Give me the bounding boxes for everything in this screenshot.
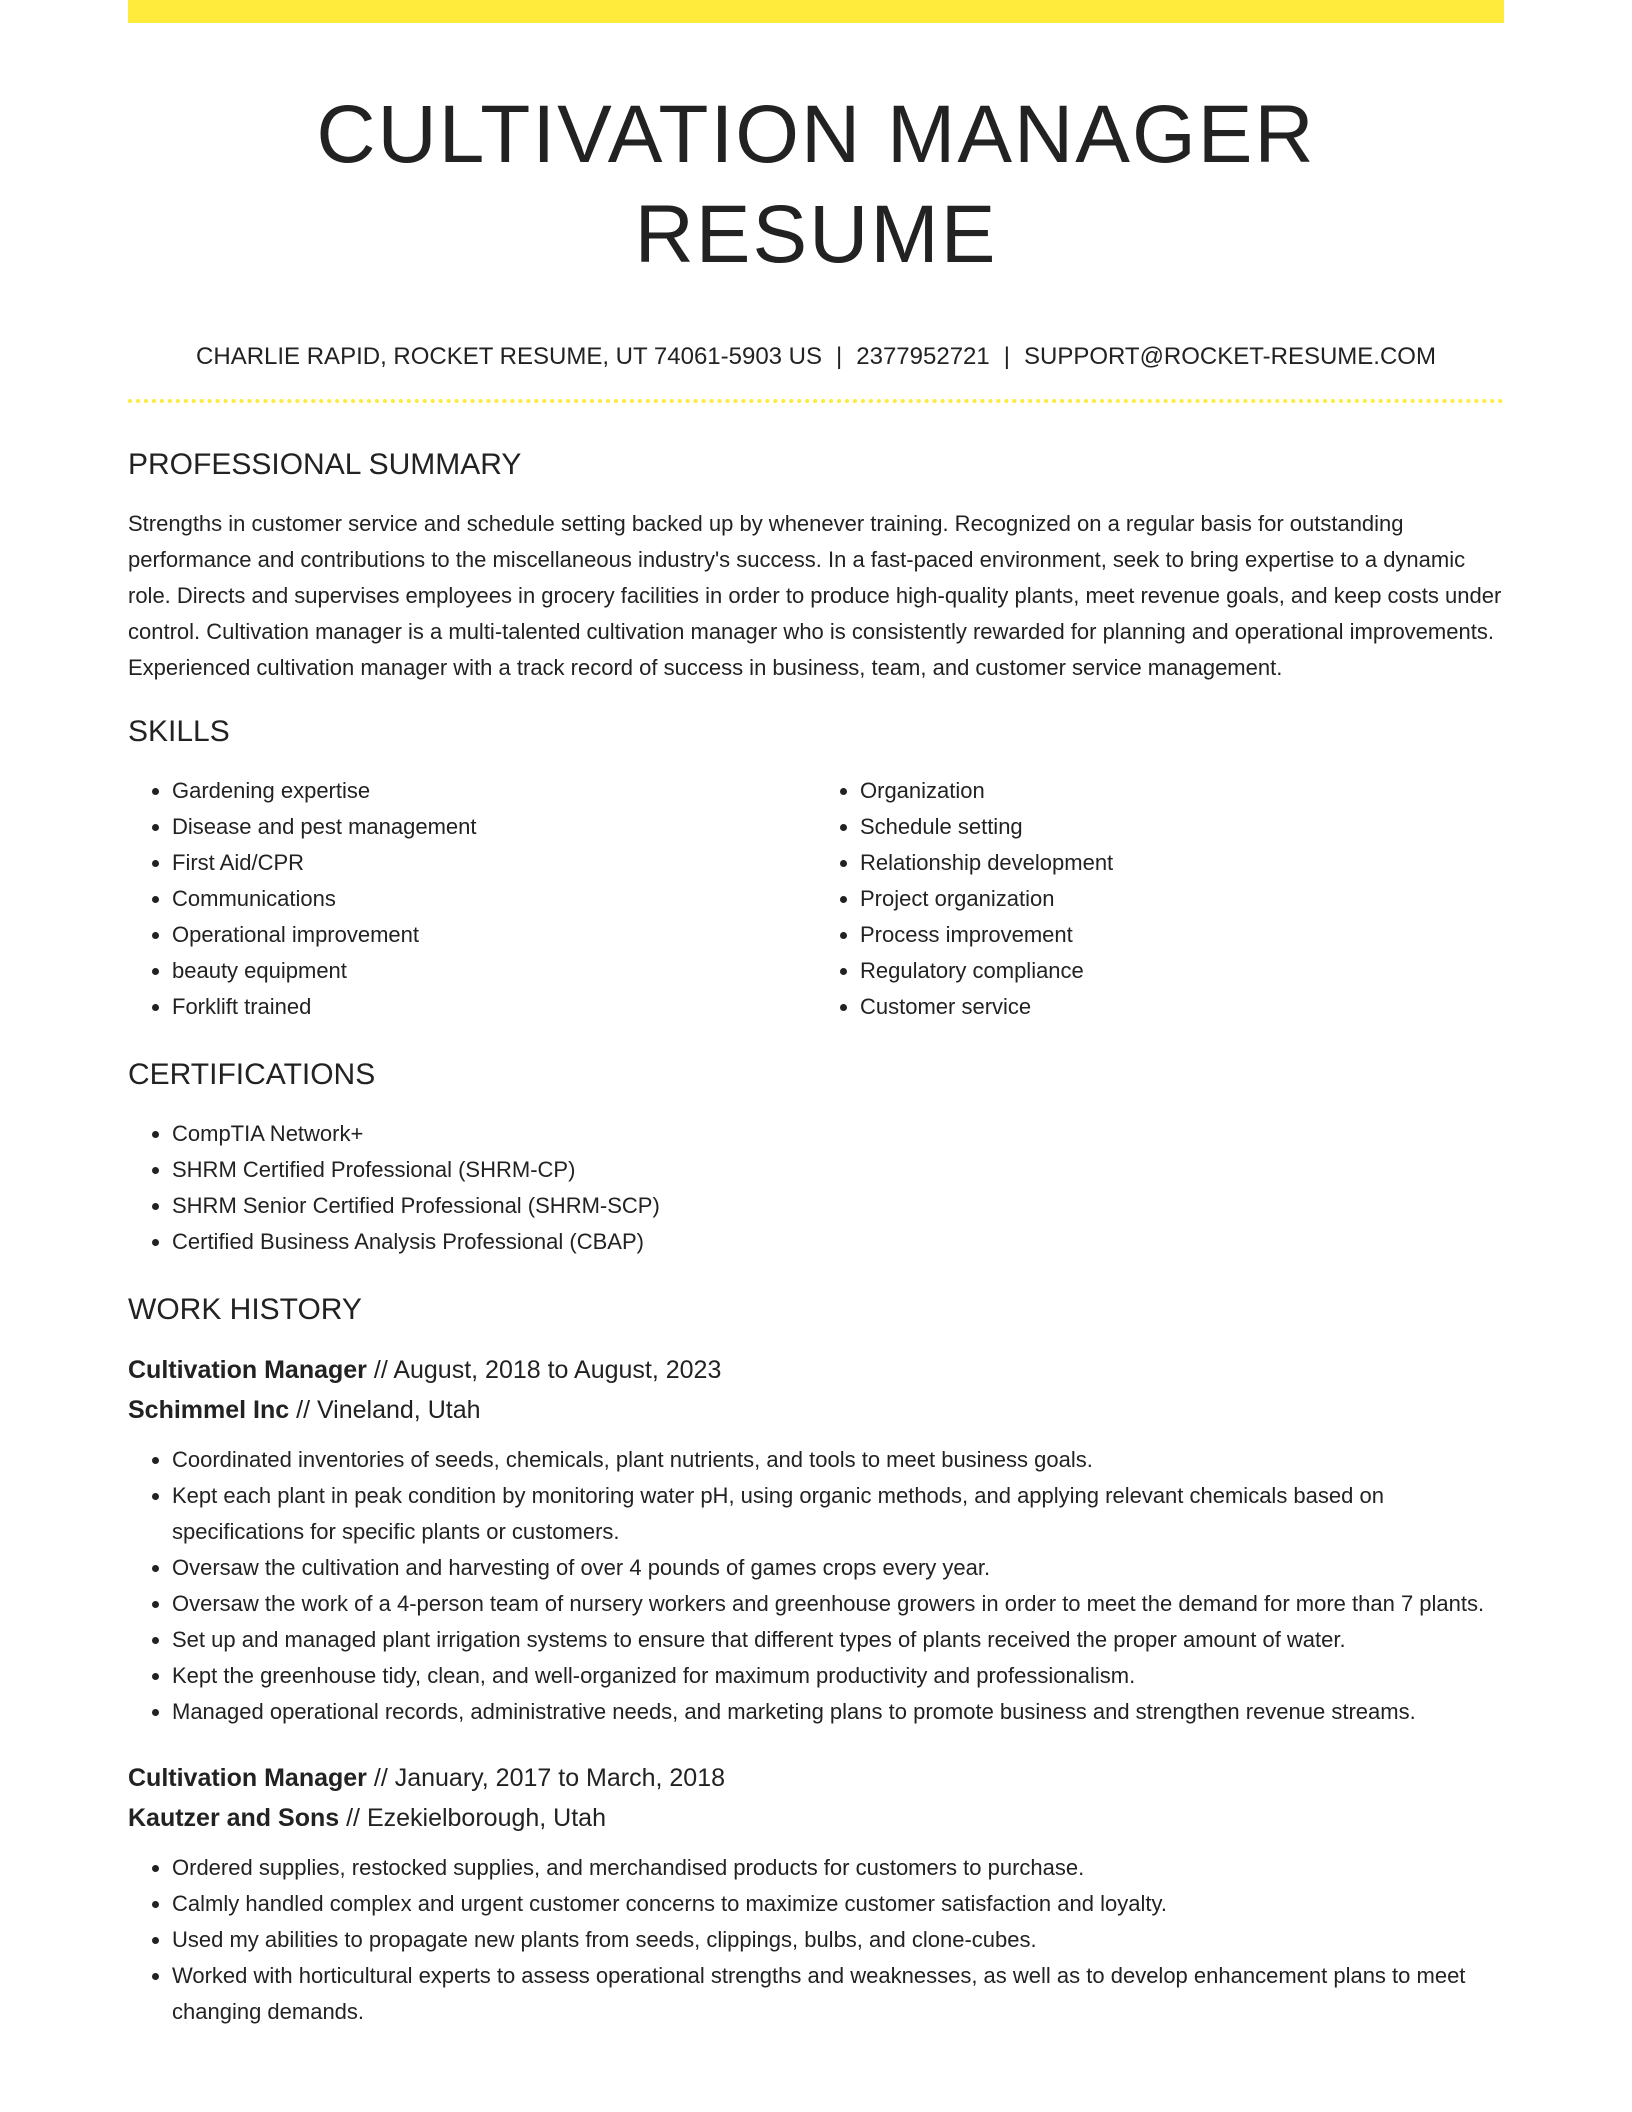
- job-title: Cultivation Manager: [128, 1764, 367, 1792]
- skill-item: • Disease and pest management: [172, 809, 816, 845]
- certification-item: • SHRM Certified Professional (SHRM-CP): [172, 1152, 1504, 1188]
- job-duty: • Used my abilities to propagate new plants from seeds, clippings, bulbs, and clone-cubes.: [172, 1922, 1504, 1958]
- job-title-line: [128, 1758, 1504, 1798]
- skills-list-left: [128, 773, 816, 1025]
- summary-heading: PROFESSIONAL SUMMARY: [128, 448, 522, 481]
- skill-item: • Project organization: [860, 881, 1504, 917]
- job-dates: // August, 2018 to August, 2023: [366, 1356, 722, 1384]
- contact-address: CHARLIE RAPID, ROCKET RESUME, UT 74061-5903 US: [196, 343, 823, 370]
- skills-columns: [128, 773, 1504, 1025]
- resume-page: [128, 0, 1504, 2112]
- job-company-line: [128, 1798, 1504, 1838]
- skill-item: • Customer service: [860, 989, 1504, 1025]
- contact-phone: 2377952721: [856, 343, 990, 370]
- job-duty: • Kept each plant in peak condition by monitoring water pH, using organic methods, and applying relevant chemicals based on specifications for specific plants or customers.: [172, 1478, 1504, 1550]
- skill-item: • beauty equipment: [172, 953, 816, 989]
- job-duty: • Managed operational records, administrative needs, and marketing plans to promote business and strengthen revenue streams.: [172, 1694, 1504, 1730]
- skill-item: • Operational improvement: [172, 917, 816, 953]
- job-company-line: [128, 1390, 1504, 1430]
- work-history-heading: WORK HISTORY: [128, 1293, 362, 1326]
- skill-item: • Schedule setting: [860, 809, 1504, 845]
- skill-item: • Forklift trained: [172, 989, 816, 1025]
- skill-item: • Relationship development: [860, 845, 1504, 881]
- certification-item: • Certified Business Analysis Professional (CBAP): [172, 1224, 1504, 1260]
- contact-separator: |: [836, 343, 843, 370]
- certification-item: • SHRM Senior Certified Professional (SHRM-SCP): [172, 1188, 1504, 1224]
- job-duty: • Worked with horticultural experts to assess operational strengths and weaknesses, as well as to develop enhancement plans to meet changing demands.: [172, 1958, 1504, 2030]
- job-dates: // January, 2017 to March, 2018: [366, 1764, 726, 1792]
- job-title: Cultivation Manager: [128, 1356, 367, 1384]
- contact-email: SUPPORT@ROCKET-RESUME.COM: [1023, 343, 1436, 370]
- job-duty: • Calmly handled complex and urgent customer concerns to maximize customer satisfaction and loyalty.: [172, 1886, 1504, 1922]
- contact-line: [128, 342, 1504, 372]
- job-duty: • Oversaw the cultivation and harvesting of over 4 pounds of games crops every year.: [172, 1550, 1504, 1586]
- skill-item: • Regulatory compliance: [860, 953, 1504, 989]
- certification-item: • CompTIA Network+: [172, 1116, 1504, 1152]
- job-duty: • Ordered supplies, restocked supplies, and merchandised products for customers to purchase.: [172, 1850, 1504, 1886]
- job-location: // Ezekielborough, Utah: [339, 1804, 606, 1832]
- certifications-list: [128, 1116, 1504, 1260]
- job-duties-list: [128, 1442, 1504, 1730]
- contact-separator: |: [1003, 343, 1010, 370]
- dotted-divider: [128, 399, 1504, 403]
- job-location: // Vineland, Utah: [289, 1396, 481, 1424]
- job-duties-list: [128, 1850, 1504, 2030]
- job-title-line: [128, 1350, 1504, 1390]
- job-duty: • Coordinated inventories of seeds, chemicals, plant nutrients, and tools to meet business goals.: [172, 1442, 1504, 1478]
- job-duty: • Kept the greenhouse tidy, clean, and well-organized for maximum productivity and professionalism.: [172, 1658, 1504, 1694]
- skill-item: • Process improvement: [860, 917, 1504, 953]
- skills-heading: SKILLS: [128, 715, 230, 748]
- job-duty: • Set up and managed plant irrigation systems to ensure that different types of plants received the proper amount of water.: [172, 1622, 1504, 1658]
- skill-item: • Communications: [172, 881, 816, 917]
- job-duty: • Oversaw the work of a 4-person team of nursery workers and greenhouse growers in order to meet the demand for more than 7 plants.: [172, 1586, 1504, 1622]
- certifications-heading: CERTIFICATIONS: [128, 1058, 376, 1091]
- accent-bar: [128, 0, 1504, 23]
- summary-text: Strengths in customer service and schedule setting backed up by whenever training. Recognized on a regular basis for outstanding performance and contributions to the miscellaneous industry's success. In a fast-paced environment, seek to bring expertise to a dynamic role. Directs and supervises employees in grocery facilities in order to produce high-quality plants, meet revenue goals, and keep costs under control. Cultivation manager is a multi-talented cultivation manager who is consistently rewarded for planning and operational improvements. Experienced cultivation manager with a track record of success in business, team, and customer service management.: [128, 511, 1502, 680]
- skill-item: • Organization: [860, 773, 1504, 809]
- skill-item: • First Aid/CPR: [172, 845, 816, 881]
- skill-item: • Gardening expertise: [172, 773, 816, 809]
- job-company: Kautzer and Sons: [128, 1804, 340, 1832]
- skills-list-right: [816, 773, 1504, 1025]
- job-company: Schimmel Inc: [128, 1396, 290, 1424]
- resume-title: CULTIVATION MANAGER RESUME: [316, 89, 1316, 280]
